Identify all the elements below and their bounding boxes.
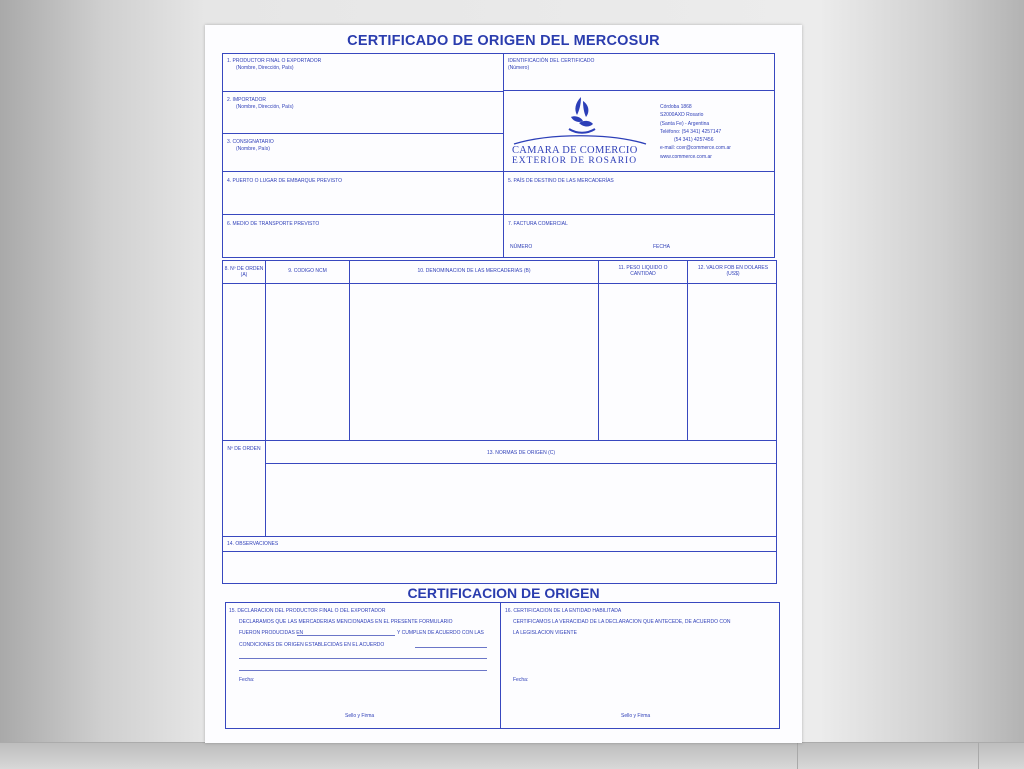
logo-arc [510, 131, 650, 145]
produced-in-blank-line [297, 635, 395, 636]
origin-rules-header: 13. NORMAS DE ORIGEN (C) [486, 450, 556, 456]
field-1-sublabel: (Nombre, Dirección, País) [236, 65, 294, 71]
declaration-blank-line [239, 658, 487, 659]
goods-table-divider [222, 440, 777, 441]
form-border-top [222, 53, 775, 54]
form-divider [222, 133, 504, 134]
field-5-label: 5. PAÍS DE DESTINO DE LAS MERCADERÍAS [508, 178, 614, 184]
goods-column-divider [687, 260, 688, 440]
goods-column-divider [349, 260, 350, 440]
field-4-label: 4. PUERTO O LUGAR DE EMBARQUE PREVISTO [227, 178, 343, 184]
declaration-signature-label: Sello y Firma [345, 713, 375, 719]
invoice-number-label: NÚMERO [510, 244, 533, 250]
header-goods-description: 10. DENOMINACION DE LAS MERCADERIAS (B) [417, 268, 531, 274]
form-border-right [774, 53, 775, 258]
cert-box-right [779, 602, 780, 729]
observaciones-divider [222, 551, 777, 552]
certificate-document [205, 25, 802, 743]
field-7-label: 7. FACTURA COMERCIAL [508, 221, 568, 227]
goods-header-divider [222, 283, 777, 284]
header-net-weight: 11. PESO LIQUIDO O CANTIDAD [618, 265, 668, 278]
contact-line: Teléfono: (54 341) 4257147 [660, 128, 722, 135]
certification-text: CERTIFICAMOS LA VERACIDAD DE LA DECLARACION QUE ANTECEDE, DE ACUERDO CON [513, 619, 731, 625]
origin-order-number: Nº DE ORDEN [227, 446, 261, 452]
origin-header-divider [265, 463, 777, 464]
contact-line: e-mail: ccer@commerce.com.ar [660, 145, 731, 152]
form-border-bottom [222, 257, 775, 258]
cert-box-left [225, 602, 226, 729]
observaciones-divider [222, 536, 777, 537]
declaration-heading: 15. DECLARACION DEL PRODUCTOR FINAL O DEL EXPORTADOR [229, 608, 386, 614]
bottom-bar [0, 742, 1024, 769]
form-divider [222, 214, 775, 215]
field-3-label: 3. CONSIGNATARIO [227, 139, 274, 145]
document-title: CERTIFICADO DE ORIGEN DEL MERCOSUR [347, 33, 660, 49]
header-ncm-code: 9. CODIGO NCM [288, 268, 327, 274]
contact-line: (Santa Fe) - Argentina [660, 120, 710, 127]
declaration-text: CONDICIONES DE ORIGEN ESTABLECIDAS EN EL ACUERDO [239, 642, 385, 648]
contact-line: Córdoba 1868 [660, 104, 692, 110]
certification-date-label: Fecha: [513, 677, 529, 683]
agreement-blank-line [415, 647, 487, 648]
form-divider-vertical [503, 53, 504, 258]
declaration-date-label: Fecha: [239, 677, 255, 683]
goods-column-divider [598, 260, 599, 440]
certification-text: LA LEGISLACION VIGENTE [513, 630, 577, 636]
contact-line: (54 341) 4257456 [674, 137, 714, 144]
cert-box-divider [500, 602, 501, 729]
observaciones-label: 14. OBSERVACIONES [227, 541, 279, 547]
declaration-text: DECLARAMOS QUE LAS MERCADERIAS MENCIONADAS EN EL PRESENTE FORMULARIO [239, 619, 453, 625]
certification-signature-label: Sello y Firma [621, 713, 651, 719]
certificate-id-sublabel: (Número) [508, 65, 530, 71]
certificate-id-label: IDENTIFICACIÓN DEL CERTIFICADO [508, 58, 595, 64]
cert-box-top [225, 602, 780, 603]
goods-column-divider [265, 260, 266, 440]
goods-table-top [222, 260, 777, 261]
contact-line: S2000AXD Rosario [660, 112, 704, 119]
certification-heading: 16. CERTIFICACION DE LA ENTIDAD HABILITADA [505, 608, 622, 614]
form-divider [222, 91, 504, 92]
chamber-contact-info [660, 103, 731, 161]
header-order-number: 8. Nº DE ORDEN (A) [224, 266, 264, 279]
invoice-date-label: FECHA [653, 244, 670, 250]
field-6-label: 6. MEDIO DE TRANSPORTE PREVISTO [227, 221, 320, 227]
declaration-text: FUERON PRODUCIDAS EN [239, 630, 304, 636]
field-2-label: 2. IMPORTADOR [227, 97, 266, 103]
form-border-left [222, 53, 223, 258]
form-divider [503, 90, 775, 91]
origin-column-divider [265, 440, 266, 536]
field-2-sublabel: (Nombre, Dirección, País) [236, 104, 294, 110]
declaration-text: Y CUMPLEN DE ACUERDO CON LAS [397, 630, 484, 636]
cert-box-bottom [225, 728, 780, 729]
field-1-label: 1. PRODUCTOR FINAL O EXPORTADOR [227, 58, 322, 64]
bottom-bar-segment [797, 743, 979, 769]
bottom-bar-segment [978, 743, 1024, 769]
contact-line: www.commerce.com.ar [660, 153, 712, 160]
field-3-sublabel: (Nombre, País) [236, 146, 270, 152]
certification-title: CERTIFICACION DE ORIGEN [407, 585, 600, 601]
declaration-blank-line [239, 670, 487, 671]
logo-text-line-1: CAMARA DE COMERCIO [512, 145, 638, 156]
header-fob-value: 12. VALOR FOB EN DOLARES (US$) [697, 265, 769, 278]
logo-text-line-2: EXTERIOR DE ROSARIO [512, 156, 638, 166]
form-divider [222, 171, 775, 172]
